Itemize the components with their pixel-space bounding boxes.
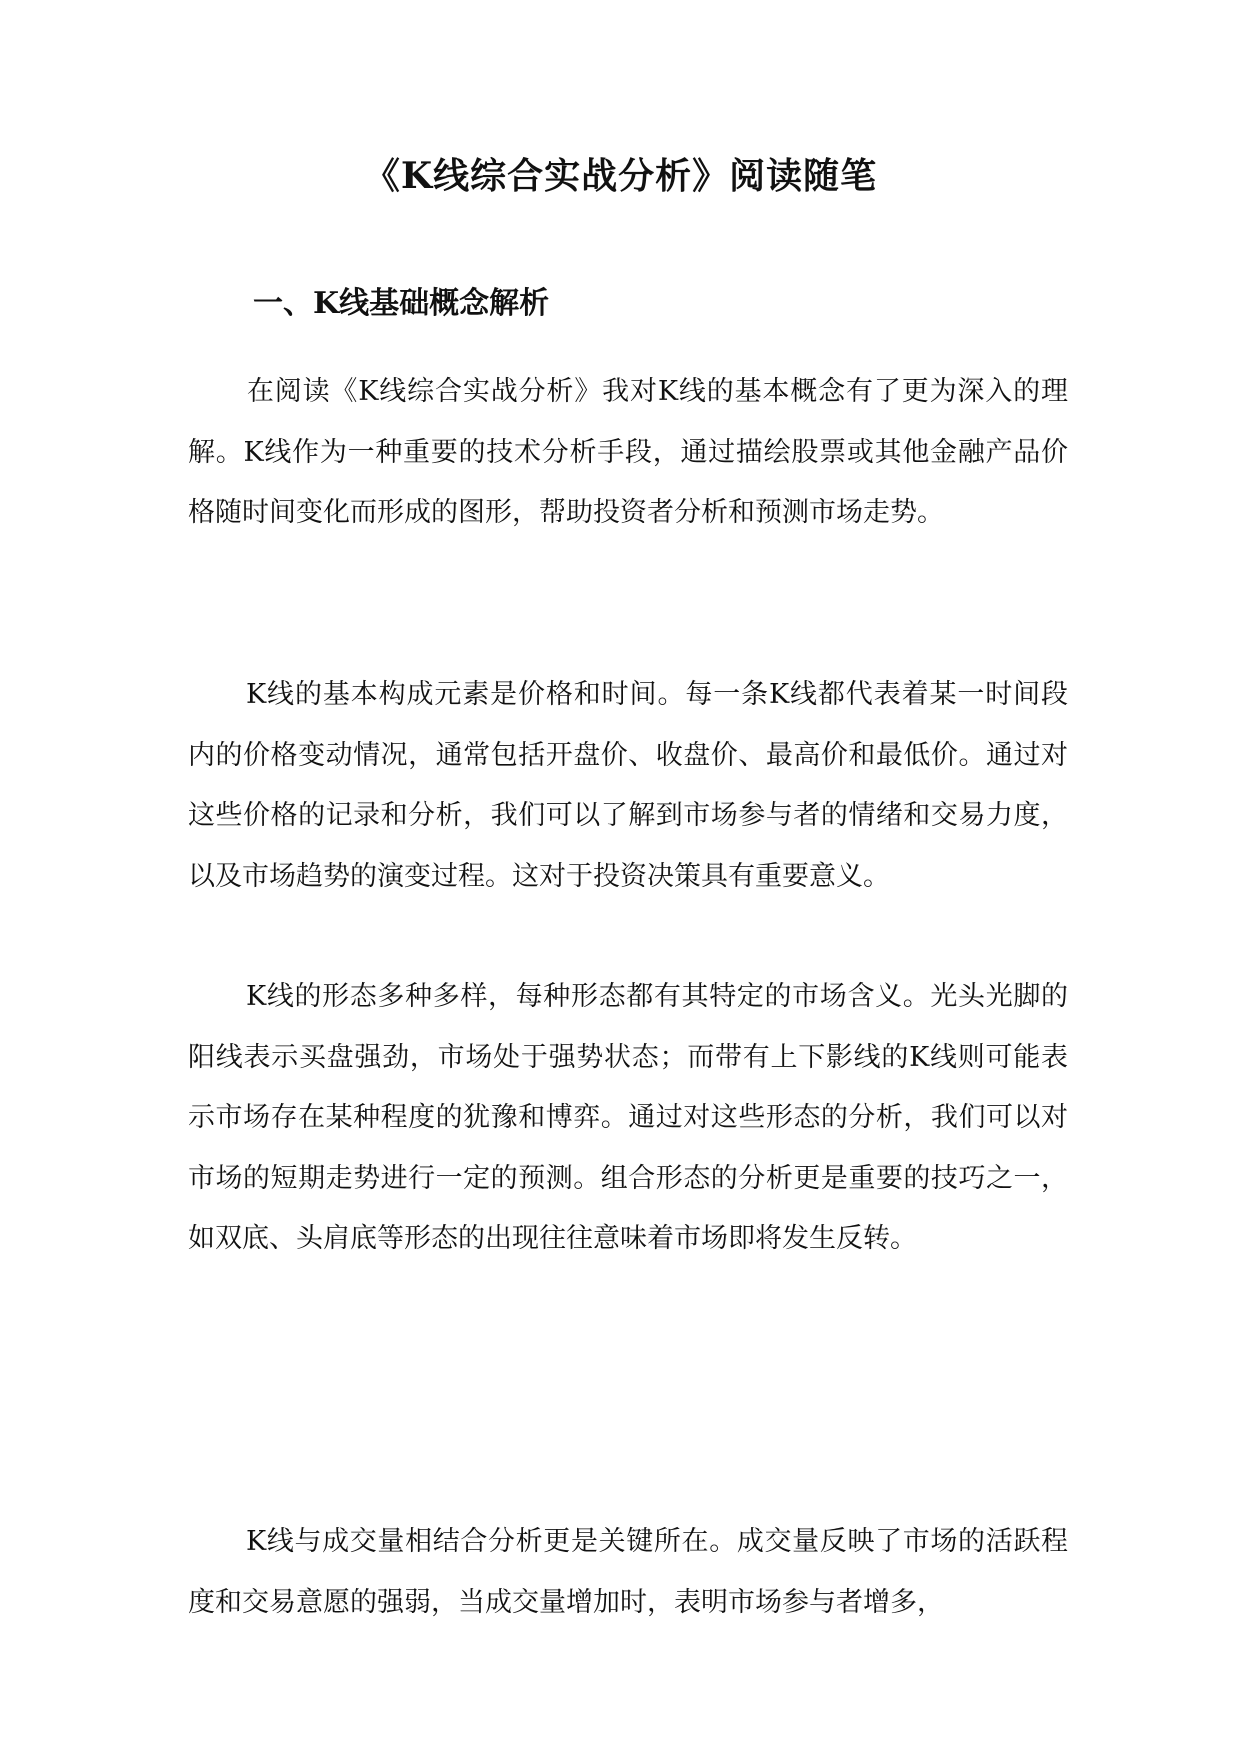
paragraph [188, 1512, 1068, 1633]
paragraph [188, 967, 1068, 1270]
paragraph-text: K线与成交量相结合分析更是关键所在。成交量反映了市场的活跃程度和交易意愿的强弱，当成交量增加时，表明市场参与者增多， [188, 1526, 1068, 1618]
paragraph [188, 362, 1068, 544]
paragraph [188, 665, 1068, 907]
paragraph-text: K线的形态多种多样，每种形态都有其特定的市场含义。光头光脚的阳线表示买盘强劲，市场处于强势状态；而带有上下影线的K线则可能表示市场存在某种程度的犹豫和博弈。通过对这些形态的分析，我们可以对市场的短期走势进行一定的预测。组合形态的分析更是重要的技巧之一，如双底、头肩底等形态的出现往往意味着市场即将发生反转。 [188, 981, 1068, 1254]
document-title: 《K线综合实战分析》阅读随笔 [363, 155, 878, 197]
section-heading: 一、K线基础概念解析 [253, 286, 550, 321]
paragraph-text: K线的基本构成元素是价格和时间。每一条K线都代表着某一时间段内的价格变动情况，通常包括开盘价、收盘价、最高价和最低价。通过对这些价格的记录和分析，我们可以了解到市场参与者的情绪和交易力度，以及市场趋势的演变过程。这对于投资决策具有重要意义。 [188, 679, 1068, 892]
paragraph-text: 在阅读《K线综合实战分析》我对K线的基本概念有了更为深入的理解。K线作为一种重要的技术分析手段，通过描绘股票或其他金融产品价格随时间变化而形成的图形，帮助投资者分析和预测市场走势。 [188, 376, 1068, 528]
